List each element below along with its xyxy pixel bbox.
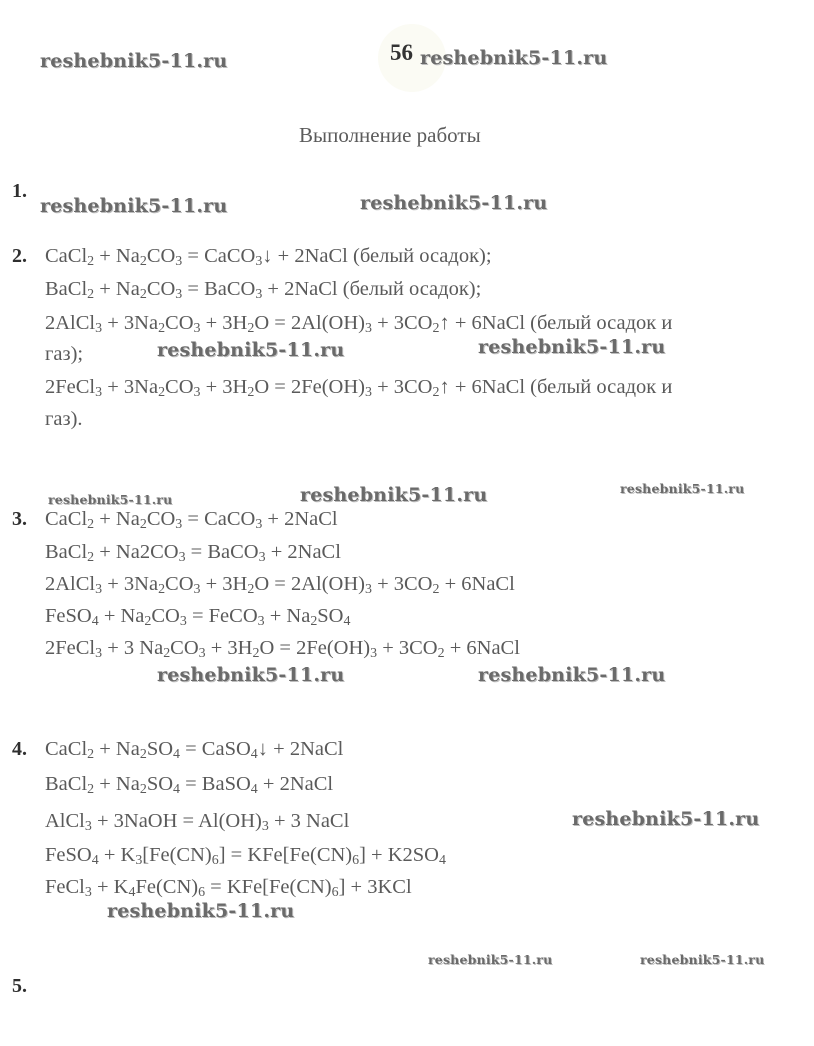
equation: 2AlCl$_3$ + $3Na_2CO_3 + 3H_2O = 2Al(OH)_3$ + $3CO_2↑$ + 6NaCl (белый осадок и xyxy=(45,312,673,337)
item-number-5: 5. xyxy=(12,975,27,997)
equation-continuation: газ). xyxy=(45,408,83,430)
watermark: reshebnik5-11.ru xyxy=(157,339,345,361)
watermark: reshebnik5-11.ru xyxy=(40,195,228,217)
item-number-1: 1. xyxy=(12,180,27,202)
equation: BaCl$_2$ + $Na_2CO_3$ = BaCO$_3$ + 2NaCl (белый осадок); xyxy=(45,278,482,303)
watermark: reshebnik5-11.ru xyxy=(572,808,760,830)
equation: 2FeCl$_3$ + 3 $Na_2CO_3 + 3H_2O = 2Fe(OH)_3 + 3CO_2$ + 6NaCl xyxy=(45,637,520,662)
watermark: reshebnik5-11.ru xyxy=(620,481,745,496)
item-number-2: 2. xyxy=(12,245,27,267)
watermark: reshebnik5-11.ru xyxy=(48,492,173,507)
equation-note: (белый осадок); xyxy=(347,245,492,267)
equation: FeSO$_4$ + $K_3[Fe(CN)_6] = KFe[Fe(CN)_6] + K2SO_4$ xyxy=(45,844,446,869)
watermark: reshebnik5-11.ru xyxy=(640,952,765,967)
equation: FeCl$_3$ + $K_4Fe(CN)_6 = KFe[Fe(CN)_6] + 3KCl$ xyxy=(45,876,412,901)
watermark: reshebnik5-11.ru xyxy=(40,50,228,72)
equation: BaCl$_2$ + $Na2CO_3$ = BaCO$_3$ + 2NaCl xyxy=(45,541,341,566)
equation-note: (белый осадок и xyxy=(525,312,673,334)
item-number-4: 4. xyxy=(12,738,27,760)
watermark: reshebnik5-11.ru xyxy=(428,952,553,967)
watermark: reshebnik5-11.ru xyxy=(157,664,345,686)
watermark: reshebnik5-11.ru xyxy=(478,336,666,358)
equation: 2FeCl$_3$ + $3Na_2CO_3 + 3H_2O = 2Fe(OH)_3$ + $3CO_2↑$ + 6NaCl (белый осадок и xyxy=(45,376,673,401)
item-number-3: 3. xyxy=(12,508,27,530)
watermark: reshebnik5-11.ru xyxy=(420,47,608,69)
watermark: reshebnik5-11.ru xyxy=(478,664,666,686)
watermark: reshebnik5-11.ru xyxy=(360,192,548,214)
equation-note: (белый осадок); xyxy=(337,278,482,300)
watermark: reshebnik5-11.ru xyxy=(107,900,295,922)
equation: BaCl$_2$ + $Na_2SO_4$ = BaSO$_4$ + 2NaCl xyxy=(45,773,334,798)
equation: CaCl$_2$ + $Na_2CO_3$ = CaCO$_3$ + 2NaCl xyxy=(45,508,338,533)
watermark: reshebnik5-11.ru xyxy=(300,484,488,506)
equation: CaCl$_2$ + $Na_2CO_3$ = CaCO$_3$↓ + 2NaCl (белый осадок); xyxy=(45,245,492,270)
equation: CaCl$_2$ + $Na_2SO_4$ = CaSO$_4$↓ + 2NaCl xyxy=(45,738,344,763)
section-title: Выполнение работы xyxy=(299,123,481,147)
equation: FeSO$_4$ + $Na_2CO_3$ = FeCO$_3$ + $Na_2SO_4$ xyxy=(45,605,351,630)
equation: 2AlCl$_3$ + $3Na_2CO_3 + 3H_2O = 2Al(OH)_3 + 3CO_2$ + 6NaCl xyxy=(45,573,515,598)
equation-note: (белый осадок и xyxy=(525,376,673,398)
equation: AlCl$_3$ + 3NaOH = $Al(OH)_3 + 3$ NaCl xyxy=(45,810,350,835)
page-number: 56 xyxy=(390,40,413,65)
equation-continuation: газ); xyxy=(45,343,84,365)
